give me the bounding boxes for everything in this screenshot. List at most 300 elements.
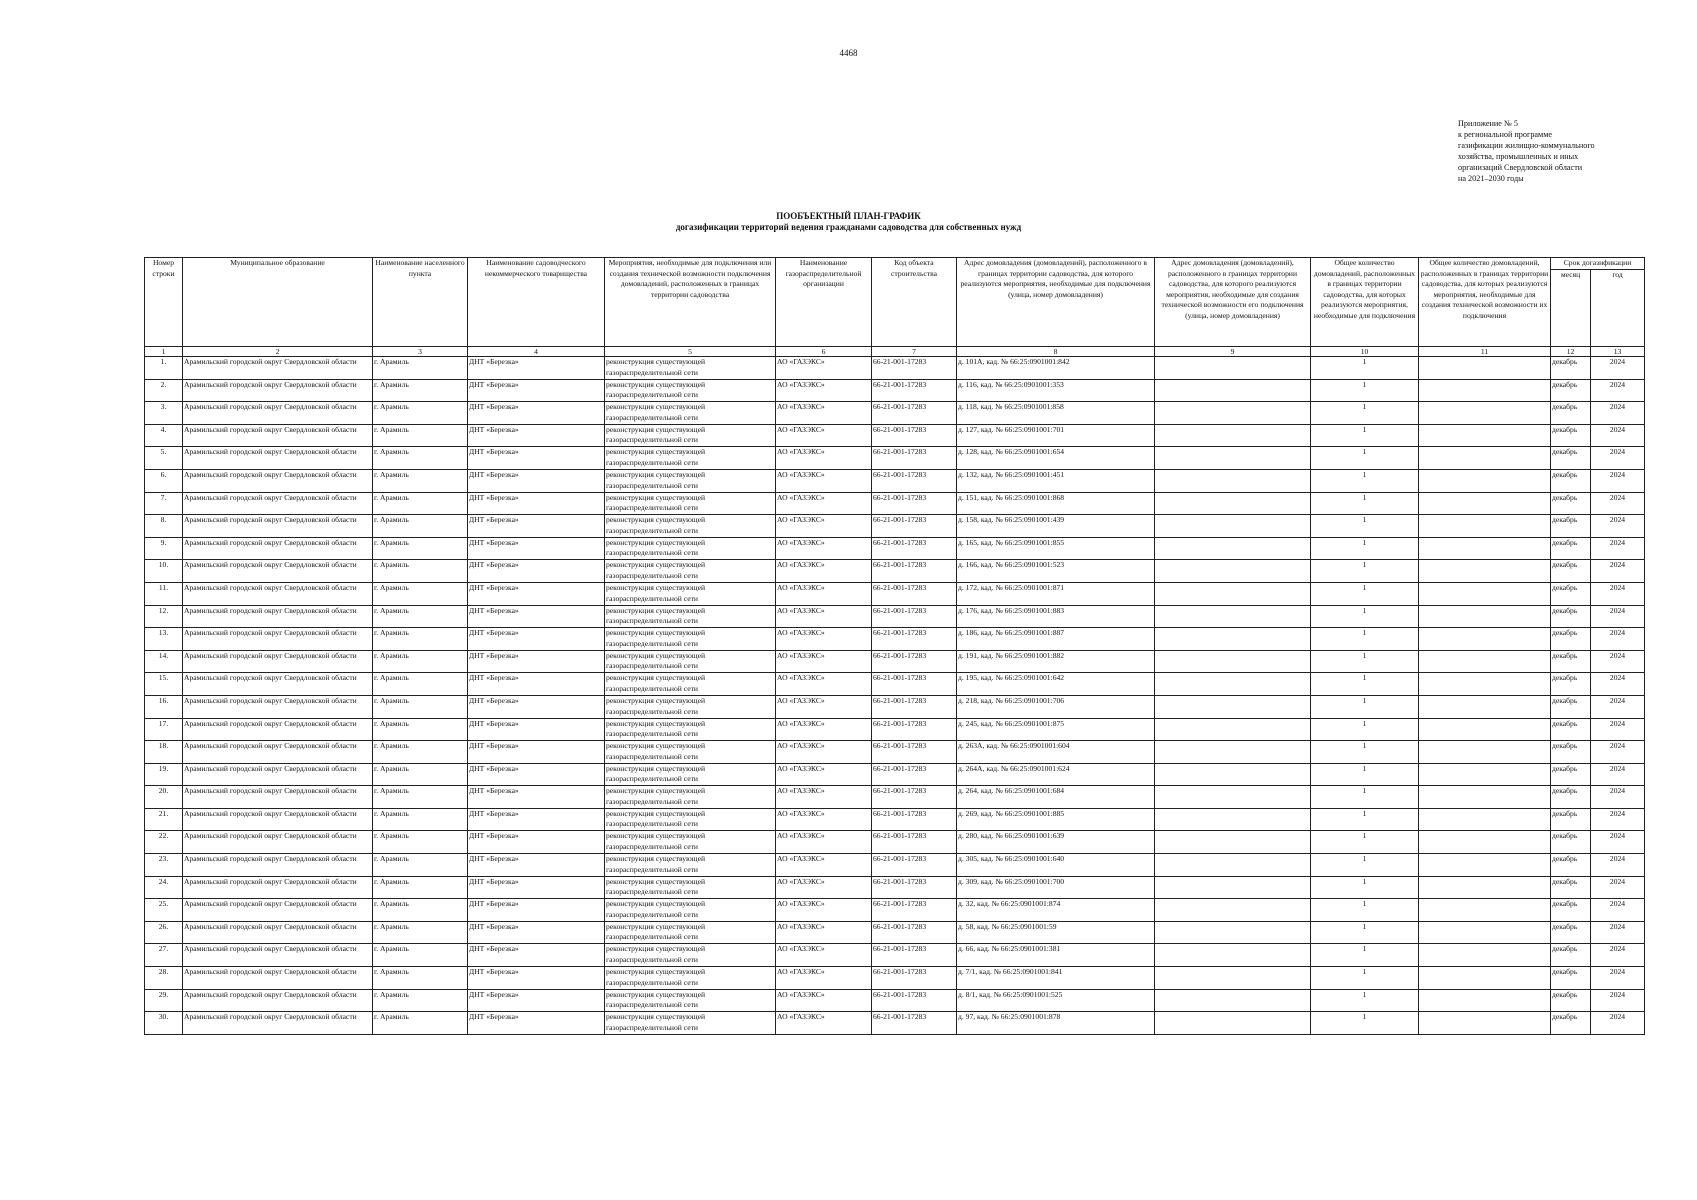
cell-address: д. 191, кад. № 66:25:0901001:882 [957, 650, 1155, 673]
cell-object-code: 66-21-001-17283 [872, 402, 957, 425]
cell-gas-org: АО «ГАЗЭКС» [776, 650, 872, 673]
cell-municipality: Арамильский городской округ Свердловской области [183, 944, 373, 967]
cell-address-tech [1155, 537, 1311, 560]
cell-year: 2024 [1591, 831, 1645, 854]
cell-measures: реконструкция существующей газораспределительной сети [605, 899, 776, 922]
appendix-line: на 2021–2030 годы [1458, 174, 1524, 183]
cell-address: д. 118, кад. № 66:25:0901001:858 [957, 402, 1155, 425]
cell-object-code: 66-21-001-17283 [872, 876, 957, 899]
cell-object-code: 66-21-001-17283 [872, 650, 957, 673]
cell-row-no: 15. [145, 673, 183, 696]
cell-gas-org: АО «ГАЗЭКС» [776, 786, 872, 809]
cell-settlement: г. Арамиль [373, 899, 468, 922]
cell-month: декабрь [1551, 379, 1591, 402]
cell-row-no: 28. [145, 967, 183, 990]
cell-month: декабрь [1551, 763, 1591, 786]
cell-municipality: Арамильский городской округ Свердловской области [183, 379, 373, 402]
cell-address-tech [1155, 357, 1311, 380]
cell-address: д. 151, кад. № 66:25:0901001:868 [957, 492, 1155, 515]
cell-settlement: г. Арамиль [373, 1012, 468, 1035]
cell-settlement: г. Арамиль [373, 741, 468, 764]
cell-count-tech [1419, 831, 1551, 854]
cell-settlement: г. Арамиль [373, 537, 468, 560]
cell-measures: реконструкция существующей газораспределительной сети [605, 854, 776, 877]
table-row [145, 899, 1645, 922]
cell-municipality: Арамильский городской округ Свердловской области [183, 741, 373, 764]
cell-address: д. 7/1, кад. № 66:25:0901001:841 [957, 967, 1155, 990]
cell-year: 2024 [1591, 492, 1645, 515]
cell-partnership: ДНТ «Березка» [468, 921, 605, 944]
cell-partnership: ДНТ «Березка» [468, 628, 605, 651]
cell-year: 2024 [1591, 605, 1645, 628]
cell-address-tech [1155, 582, 1311, 605]
cell-address: д. 218, кад. № 66:25:0901001:706 [957, 695, 1155, 718]
cell-year: 2024 [1591, 1012, 1645, 1035]
cell-object-code: 66-21-001-17283 [872, 899, 957, 922]
cell-address: д. 8/1, кад. № 66:25:0901001:525 [957, 989, 1155, 1012]
cell-count-tech [1419, 379, 1551, 402]
cell-address: д. 158, кад. № 66:25:0901001:439 [957, 515, 1155, 538]
cell-address-tech [1155, 831, 1311, 854]
cell-address: д. 166, кад. № 66:25:0901001:523 [957, 560, 1155, 583]
cell-count-tech [1419, 582, 1551, 605]
col-header-measures: Мероприятия, необходимые для подключения или создания технической возможности подключения домовладений, расположенных в границах территории садоводства [605, 258, 776, 347]
cell-settlement: г. Арамиль [373, 831, 468, 854]
cell-month: декабрь [1551, 831, 1591, 854]
cell-count: 1 [1311, 854, 1419, 877]
col-header-partnership: Наименование садоводческого некоммерческого товарищества [468, 258, 605, 347]
cell-address: д. 58, кад. № 66:25:0901001:59 [957, 921, 1155, 944]
cell-measures: реконструкция существующей газораспределительной сети [605, 357, 776, 380]
col-header-municipality: Муниципальное образование [183, 258, 373, 347]
cell-measures: реконструкция существующей газораспределительной сети [605, 808, 776, 831]
cell-object-code: 66-21-001-17283 [872, 424, 957, 447]
cell-month: декабрь [1551, 1012, 1591, 1035]
cell-address: д. 269, кад. № 66:25:0901001:885 [957, 808, 1155, 831]
cell-month: декабрь [1551, 673, 1591, 696]
cell-count-tech [1419, 808, 1551, 831]
cell-address-tech [1155, 650, 1311, 673]
cell-month: декабрь [1551, 650, 1591, 673]
cell-measures: реконструкция существующей газораспределительной сети [605, 944, 776, 967]
cell-gas-org: АО «ГАЗЭКС» [776, 967, 872, 990]
cell-gas-org: АО «ГАЗЭКС» [776, 379, 872, 402]
cell-municipality: Арамильский городской округ Свердловской области [183, 424, 373, 447]
cell-gas-org: АО «ГАЗЭКС» [776, 808, 872, 831]
cell-row-no: 20. [145, 786, 183, 809]
cell-count-tech [1419, 424, 1551, 447]
cell-settlement: г. Арамиль [373, 469, 468, 492]
cell-count: 1 [1311, 763, 1419, 786]
cell-measures: реконструкция существующей газораспределительной сети [605, 673, 776, 696]
cell-address: д. 264А, кад. № 66:25:0901001:624 [957, 763, 1155, 786]
table-row [145, 786, 1645, 809]
cell-measures: реконструкция существующей газораспределительной сети [605, 628, 776, 651]
cell-month: декабрь [1551, 402, 1591, 425]
cell-row-no: 7. [145, 492, 183, 515]
cell-gas-org: АО «ГАЗЭКС» [776, 673, 872, 696]
cell-partnership: ДНТ «Березка» [468, 763, 605, 786]
cell-row-no: 27. [145, 944, 183, 967]
cell-municipality: Арамильский городской округ Свердловской области [183, 876, 373, 899]
cell-partnership: ДНТ «Березка» [468, 1012, 605, 1035]
cell-partnership: ДНТ «Березка» [468, 582, 605, 605]
cell-settlement: г. Арамиль [373, 967, 468, 990]
cell-gas-org: АО «ГАЗЭКС» [776, 854, 872, 877]
cell-settlement: г. Арамиль [373, 424, 468, 447]
cell-address-tech [1155, 447, 1311, 470]
cell-count-tech [1419, 741, 1551, 764]
cell-measures: реконструкция существующей газораспределительной сети [605, 537, 776, 560]
cell-count: 1 [1311, 673, 1419, 696]
cell-month: декабрь [1551, 424, 1591, 447]
cell-address-tech [1155, 560, 1311, 583]
cell-measures: реконструкция существующей газораспределительной сети [605, 469, 776, 492]
cell-row-no: 8. [145, 515, 183, 538]
cell-year: 2024 [1591, 357, 1645, 380]
cell-object-code: 66-21-001-17283 [872, 357, 957, 380]
cell-count-tech [1419, 786, 1551, 809]
table-row [145, 424, 1645, 447]
cell-address: д. 116, кад. № 66:25:0901001:353 [957, 379, 1155, 402]
cell-object-code: 66-21-001-17283 [872, 379, 957, 402]
cell-year: 2024 [1591, 424, 1645, 447]
cell-partnership: ДНТ «Березка» [468, 695, 605, 718]
cell-object-code: 66-21-001-17283 [872, 786, 957, 809]
cell-year: 2024 [1591, 695, 1645, 718]
cell-year: 2024 [1591, 673, 1645, 696]
cell-settlement: г. Арамиль [373, 582, 468, 605]
cell-gas-org: АО «ГАЗЭКС» [776, 741, 872, 764]
col-header-object-code: Код объекта строительства [872, 258, 957, 347]
table-row [145, 379, 1645, 402]
cell-address: д. 263А, кад. № 66:25:0901001:604 [957, 741, 1155, 764]
cell-count-tech [1419, 921, 1551, 944]
cell-month: декабрь [1551, 989, 1591, 1012]
col-header-row-no: Номер строки [145, 258, 183, 347]
cell-object-code: 66-21-001-17283 [872, 605, 957, 628]
cell-year: 2024 [1591, 537, 1645, 560]
cell-address: д. 172, кад. № 66:25:0901001:871 [957, 582, 1155, 605]
cell-count: 1 [1311, 831, 1419, 854]
column-number: 9 [1155, 347, 1311, 357]
table-row [145, 582, 1645, 605]
cell-month: декабрь [1551, 492, 1591, 515]
cell-address-tech [1155, 967, 1311, 990]
cell-month: декабрь [1551, 560, 1591, 583]
table-row [145, 831, 1645, 854]
cell-count: 1 [1311, 989, 1419, 1012]
appendix-line: газификации жилищно-коммунального [1458, 141, 1595, 150]
document-title [0, 211, 1697, 233]
cell-municipality: Арамильский городской округ Свердловской области [183, 447, 373, 470]
cell-address-tech [1155, 854, 1311, 877]
cell-row-no: 6. [145, 469, 183, 492]
cell-month: декабрь [1551, 447, 1591, 470]
appendix-line: хозяйства, промышленных и иных [1458, 152, 1579, 161]
cell-count: 1 [1311, 515, 1419, 538]
cell-object-code: 66-21-001-17283 [872, 967, 957, 990]
cell-partnership: ДНТ «Березка» [468, 424, 605, 447]
title: ПООБЪЕКТНЫЙ ПЛАН-ГРАФИК [776, 211, 921, 221]
cell-settlement: г. Арамиль [373, 357, 468, 380]
column-number: 8 [957, 347, 1155, 357]
cell-address-tech [1155, 379, 1311, 402]
column-number: 5 [605, 347, 776, 357]
cell-settlement: г. Арамиль [373, 628, 468, 651]
cell-object-code: 66-21-001-17283 [872, 763, 957, 786]
cell-partnership: ДНТ «Березка» [468, 899, 605, 922]
appendix-line: Приложение № 5 [1458, 119, 1518, 128]
cell-municipality: Арамильский городской округ Свердловской области [183, 492, 373, 515]
table-row [145, 560, 1645, 583]
cell-address: д. 165, кад. № 66:25:0901001:855 [957, 537, 1155, 560]
table-row [145, 876, 1645, 899]
cell-gas-org: АО «ГАЗЭКС» [776, 515, 872, 538]
cell-object-code: 66-21-001-17283 [872, 560, 957, 583]
cell-partnership: ДНТ «Березка» [468, 786, 605, 809]
cell-municipality: Арамильский городской округ Свердловской области [183, 695, 373, 718]
cell-year: 2024 [1591, 560, 1645, 583]
cell-count: 1 [1311, 582, 1419, 605]
cell-gas-org: АО «ГАЗЭКС» [776, 989, 872, 1012]
cell-year: 2024 [1591, 628, 1645, 651]
cell-partnership: ДНТ «Березка» [468, 831, 605, 854]
cell-address-tech [1155, 605, 1311, 628]
cell-count-tech [1419, 876, 1551, 899]
cell-gas-org: АО «ГАЗЭКС» [776, 695, 872, 718]
cell-gas-org: АО «ГАЗЭКС» [776, 560, 872, 583]
column-number: 11 [1419, 347, 1551, 357]
cell-address: д. 132, кад. № 66:25:0901001:451 [957, 469, 1155, 492]
cell-measures: реконструкция существующей газораспределительной сети [605, 741, 776, 764]
cell-address-tech [1155, 1012, 1311, 1035]
cell-measures: реконструкция существующей газораспределительной сети [605, 402, 776, 425]
cell-year: 2024 [1591, 876, 1645, 899]
cell-municipality: Арамильский городской округ Свердловской области [183, 515, 373, 538]
cell-count: 1 [1311, 695, 1419, 718]
column-number: 13 [1591, 347, 1645, 357]
cell-object-code: 66-21-001-17283 [872, 921, 957, 944]
cell-count-tech [1419, 899, 1551, 922]
cell-partnership: ДНТ «Березка» [468, 673, 605, 696]
cell-settlement: г. Арамиль [373, 492, 468, 515]
cell-municipality: Арамильский городской округ Свердловской области [183, 402, 373, 425]
cell-gas-org: АО «ГАЗЭКС» [776, 357, 872, 380]
cell-municipality: Арамильский городской округ Свердловской области [183, 899, 373, 922]
column-numbers-row [145, 347, 1645, 357]
cell-partnership: ДНТ «Березка» [468, 944, 605, 967]
cell-count-tech [1419, 763, 1551, 786]
cell-settlement: г. Арамиль [373, 854, 468, 877]
cell-count-tech [1419, 560, 1551, 583]
col-header-total-connect: Общее количество домовладений, расположенных в границах территории садоводства, для которых реализуются мероприятия, необходимые для подключения [1311, 258, 1419, 347]
cell-year: 2024 [1591, 899, 1645, 922]
cell-partnership: ДНТ «Березка» [468, 605, 605, 628]
table-row [145, 447, 1645, 470]
cell-address: д. 101А, кад. № 66:25:0901001:842 [957, 357, 1155, 380]
column-number: 3 [373, 347, 468, 357]
cell-municipality: Арамильский городской округ Свердловской области [183, 628, 373, 651]
col-header-settlement: Наименование населенного пункта [373, 258, 468, 347]
cell-month: декабрь [1551, 469, 1591, 492]
table-row [145, 628, 1645, 651]
cell-partnership: ДНТ «Березка» [468, 560, 605, 583]
cell-count-tech [1419, 492, 1551, 515]
cell-count: 1 [1311, 357, 1419, 380]
cell-month: декабрь [1551, 741, 1591, 764]
cell-row-no: 9. [145, 537, 183, 560]
cell-count: 1 [1311, 967, 1419, 990]
cell-settlement: г. Арамиль [373, 379, 468, 402]
cell-partnership: ДНТ «Березка» [468, 718, 605, 741]
cell-month: декабрь [1551, 808, 1591, 831]
table-row [145, 650, 1645, 673]
cell-settlement: г. Арамиль [373, 944, 468, 967]
cell-month: декабрь [1551, 537, 1591, 560]
cell-gas-org: АО «ГАЗЭКС» [776, 537, 872, 560]
page-number: 4468 [839, 48, 858, 58]
cell-municipality: Арамильский городской округ Свердловской области [183, 808, 373, 831]
table-body [145, 357, 1645, 1035]
cell-gas-org: АО «ГАЗЭКС» [776, 876, 872, 899]
cell-row-no: 26. [145, 921, 183, 944]
cell-municipality: Арамильский городской округ Свердловской области [183, 921, 373, 944]
cell-year: 2024 [1591, 763, 1645, 786]
cell-row-no: 16. [145, 695, 183, 718]
cell-address-tech [1155, 402, 1311, 425]
cell-gas-org: АО «ГАЗЭКС» [776, 899, 872, 922]
cell-count-tech [1419, 515, 1551, 538]
cell-address: д. 32, кад. № 66:25:0901001:874 [957, 899, 1155, 922]
cell-measures: реконструкция существующей газораспределительной сети [605, 876, 776, 899]
cell-address: д. 176, кад. № 66:25:0901001:883 [957, 605, 1155, 628]
header-row [145, 258, 1645, 270]
cell-month: декабрь [1551, 718, 1591, 741]
cell-address-tech [1155, 741, 1311, 764]
cell-gas-org: АО «ГАЗЭКС» [776, 944, 872, 967]
appendix-line: к региональной программе [1458, 130, 1553, 139]
cell-measures: реконструкция существующей газораспределительной сети [605, 1012, 776, 1035]
table-row [145, 741, 1645, 764]
cell-measures: реконструкция существующей газораспределительной сети [605, 582, 776, 605]
cell-settlement: г. Арамиль [373, 515, 468, 538]
subtitle: догазификации территорий ведения гражданами садоводства для собственных нужд [675, 222, 1022, 232]
cell-partnership: ДНТ «Березка» [468, 447, 605, 470]
cell-month: декабрь [1551, 899, 1591, 922]
cell-year: 2024 [1591, 967, 1645, 990]
cell-municipality: Арамильский городской округ Свердловской области [183, 967, 373, 990]
cell-gas-org: АО «ГАЗЭКС» [776, 447, 872, 470]
cell-year: 2024 [1591, 741, 1645, 764]
cell-settlement: г. Арамиль [373, 921, 468, 944]
cell-municipality: Арамильский городской округ Свердловской области [183, 989, 373, 1012]
col-header-year: год [1591, 269, 1645, 346]
cell-municipality: Арамильский городской округ Свердловской области [183, 582, 373, 605]
cell-measures: реконструкция существующей газораспределительной сети [605, 831, 776, 854]
table-row [145, 605, 1645, 628]
cell-address-tech [1155, 695, 1311, 718]
cell-partnership: ДНТ «Березка» [468, 515, 605, 538]
column-number: 2 [183, 347, 373, 357]
cell-gas-org: АО «ГАЗЭКС» [776, 831, 872, 854]
cell-address-tech [1155, 492, 1311, 515]
cell-count: 1 [1311, 469, 1419, 492]
col-header-month: месяц [1551, 269, 1591, 346]
cell-partnership: ДНТ «Березка» [468, 492, 605, 515]
cell-settlement: г. Арамиль [373, 650, 468, 673]
cell-row-no: 30. [145, 1012, 183, 1035]
cell-measures: реконструкция существующей газораспределительной сети [605, 605, 776, 628]
cell-object-code: 66-21-001-17283 [872, 537, 957, 560]
table-row [145, 673, 1645, 696]
cell-year: 2024 [1591, 989, 1645, 1012]
cell-gas-org: АО «ГАЗЭКС» [776, 402, 872, 425]
cell-gas-org: АО «ГАЗЭКС» [776, 921, 872, 944]
cell-row-no: 21. [145, 808, 183, 831]
column-number: 10 [1311, 347, 1419, 357]
table-row [145, 469, 1645, 492]
cell-object-code: 66-21-001-17283 [872, 831, 957, 854]
cell-measures: реконструкция существующей газораспределительной сети [605, 695, 776, 718]
cell-year: 2024 [1591, 650, 1645, 673]
cell-count-tech [1419, 447, 1551, 470]
cell-count-tech [1419, 695, 1551, 718]
table-row [145, 718, 1645, 741]
cell-gas-org: АО «ГАЗЭКС» [776, 763, 872, 786]
cell-count: 1 [1311, 876, 1419, 899]
cell-count-tech [1419, 402, 1551, 425]
cell-count-tech [1419, 357, 1551, 380]
column-number: 1 [145, 347, 183, 357]
cell-count: 1 [1311, 808, 1419, 831]
cell-row-no: 12. [145, 605, 183, 628]
cell-count: 1 [1311, 379, 1419, 402]
cell-address-tech [1155, 718, 1311, 741]
cell-gas-org: АО «ГАЗЭКС» [776, 1012, 872, 1035]
cell-measures: реконструкция существующей газораспределительной сети [605, 560, 776, 583]
cell-address-tech [1155, 921, 1311, 944]
cell-count: 1 [1311, 921, 1419, 944]
cell-address-tech [1155, 808, 1311, 831]
table-row [145, 944, 1645, 967]
cell-count: 1 [1311, 402, 1419, 425]
cell-partnership: ДНТ «Березка» [468, 967, 605, 990]
col-header-gas-org: Наименование газораспределительной организации [776, 258, 872, 347]
column-number: 4 [468, 347, 605, 357]
cell-municipality: Арамильский городской округ Свердловской области [183, 763, 373, 786]
table-row [145, 492, 1645, 515]
cell-year: 2024 [1591, 515, 1645, 538]
cell-object-code: 66-21-001-17283 [872, 469, 957, 492]
cell-year: 2024 [1591, 944, 1645, 967]
cell-measures: реконструкция существующей газораспределительной сети [605, 424, 776, 447]
cell-object-code: 66-21-001-17283 [872, 492, 957, 515]
cell-measures: реконструкция существующей газораспределительной сети [605, 492, 776, 515]
cell-count: 1 [1311, 899, 1419, 922]
cell-partnership: ДНТ «Березка» [468, 402, 605, 425]
cell-year: 2024 [1591, 718, 1645, 741]
cell-row-no: 14. [145, 650, 183, 673]
cell-month: декабрь [1551, 605, 1591, 628]
cell-measures: реконструкция существующей газораспределительной сети [605, 786, 776, 809]
cell-count: 1 [1311, 605, 1419, 628]
cell-object-code: 66-21-001-17283 [872, 515, 957, 538]
table-row [145, 808, 1645, 831]
table-row [145, 695, 1645, 718]
cell-object-code: 66-21-001-17283 [872, 695, 957, 718]
cell-count-tech [1419, 944, 1551, 967]
